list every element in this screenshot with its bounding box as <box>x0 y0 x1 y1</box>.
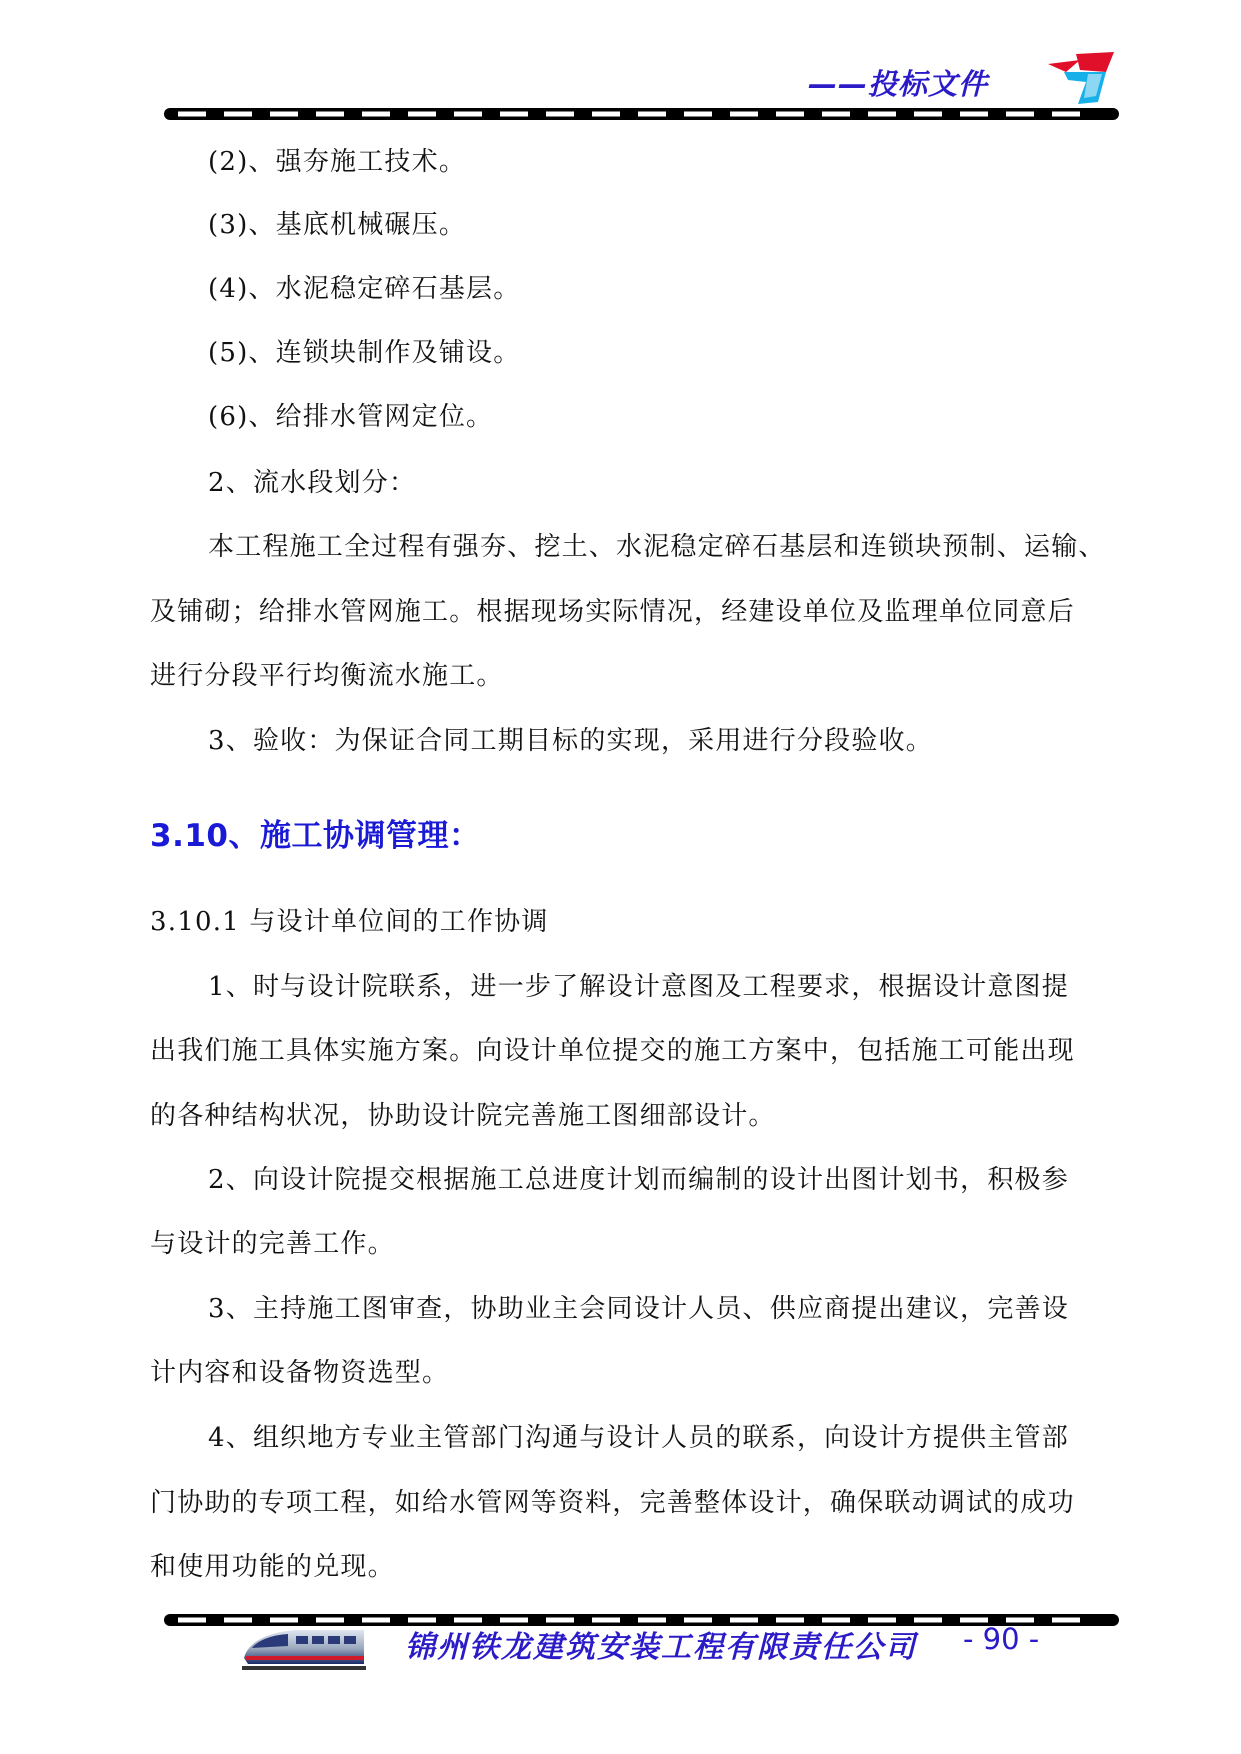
paragraph-line: 和使用功能的兑现。 <box>150 1552 395 1582</box>
list-item: (4)、水泥稳定碎石基层。 <box>208 274 521 304</box>
train-icon <box>238 1620 368 1676</box>
page-number: - 90 - <box>963 1622 1040 1656</box>
paragraph-line: 2、向设计院提交根据施工总进度计划而编制的设计出图计划书，积极参 <box>208 1165 1069 1195</box>
header-divider <box>164 106 1119 120</box>
paragraph-line: 进行分段平行均衡流水施工。 <box>150 661 504 691</box>
paragraph-line: 及铺砌；给排水管网施工。根据现场实际情况，经建设单位及监理单位同意后 <box>150 597 1075 627</box>
company-name: 锦州铁龙建筑安装工程有限责任公司 <box>405 1630 917 1665</box>
paragraph-line: 本工程施工全过程有强夯、挖土、水泥稳定碎石基层和连锁块预制、运输、 <box>208 532 1106 562</box>
section-heading: 3.10、施工协调管理： <box>150 818 481 854</box>
paragraph-line: 3、验收：为保证合同工期目标的实现，采用进行分段验收。 <box>208 726 933 756</box>
paragraph-line: 与设计的完善工作。 <box>150 1229 395 1259</box>
paragraph-line: 门协助的专项工程，如给水管网等资料，完善整体设计，确保联动调试的成功 <box>150 1488 1075 1518</box>
paragraph-line: 出我们施工具体实施方案。向设计单位提交的施工方案中，包括施工可能出现 <box>150 1036 1075 1066</box>
paragraph-line: 4、组织地方专业主管部门沟通与设计人员的联系，向设计方提供主管部 <box>208 1423 1069 1453</box>
paragraph-line: 3、主持施工图审查，协助业主会同设计人员、供应商提出建议，完善设 <box>208 1294 1069 1324</box>
paragraph-line: 的各种结构状况，协助设计院完善施工图细部设计。 <box>150 1101 776 1131</box>
list-item: (2)、强夯施工技术。 <box>208 147 467 177</box>
document-type-title: ——投标文件 <box>808 67 989 101</box>
paragraph-line: 1、时与设计院联系，进一步了解设计意图及工程要求，根据设计意图提 <box>208 972 1069 1002</box>
paragraph-heading: 2、流水段划分： <box>208 468 417 498</box>
list-item: (3)、基底机械碾压。 <box>208 210 467 240</box>
list-item: (5)、连锁块制作及铺设。 <box>208 338 521 368</box>
list-item: (6)、给排水管网定位。 <box>208 402 494 432</box>
paragraph-line: 计内容和设备物资选型。 <box>150 1358 450 1388</box>
company-logo-icon <box>1040 50 1118 106</box>
subsection-title: 3.10.1 与设计单位间的工作协调 <box>150 907 549 937</box>
